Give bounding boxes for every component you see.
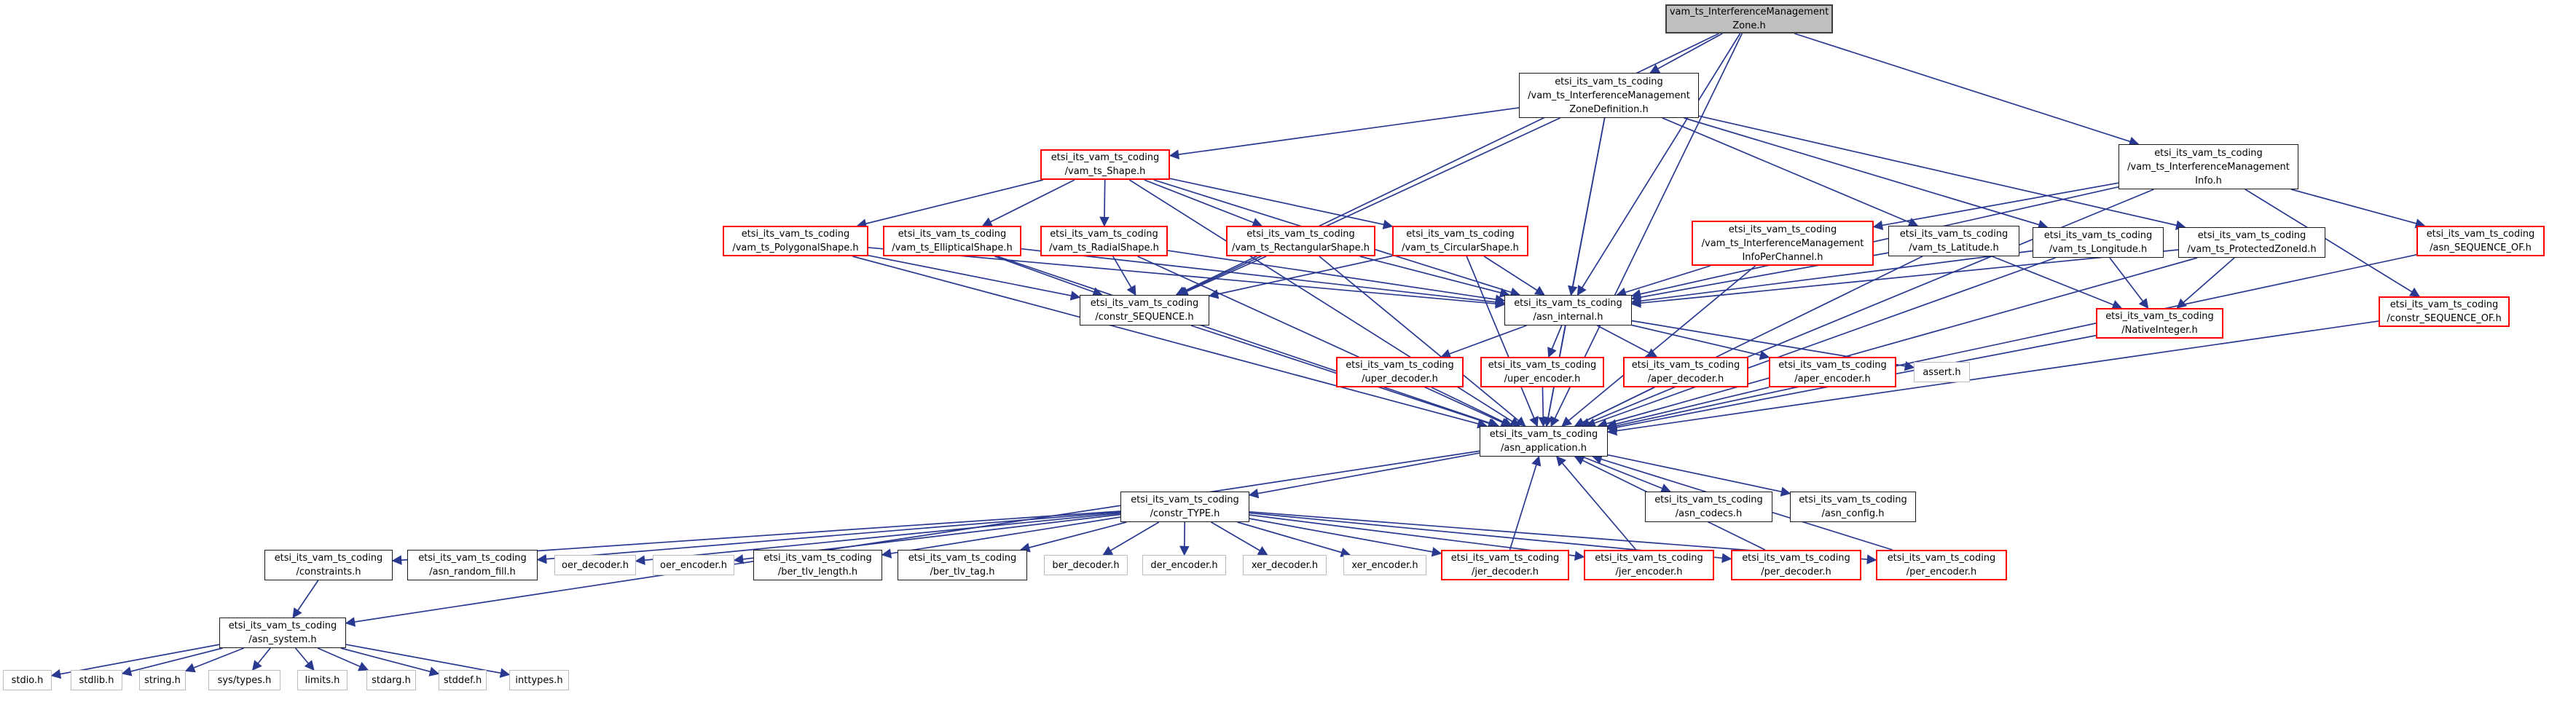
node-label-line: /ber_tlv_tag.h [930,567,995,577]
node-asnconfig[interactable] [1790,492,1916,522]
node-label-line: /ber_tlv_length.h [777,567,858,577]
node-asninternal[interactable] [1504,295,1632,326]
edge-asnsystem-to-string [186,648,244,671]
node-label-line: etsi_its_vam_ts_coding [1887,553,1996,564]
node-label-line: oer_decoder.h [562,559,629,571]
node-asnseqof[interactable] [2416,226,2545,256]
node-label-line: /vam_ts_InterferenceManagement [2127,161,2290,173]
node-inttypes [509,670,569,690]
edge-asnapp-to-asnsystem [346,451,1480,623]
node-stdarg [366,670,416,690]
node-label-line: /per_decoder.h [1761,567,1831,577]
node-label-line: /vam_ts_InterferenceManagement [1528,90,1690,101]
edge-protectedzoneid-to-nativeinteger [2177,258,2234,308]
node-bertlvlen[interactable] [753,550,882,580]
node-label-line: limits.h [305,674,340,686]
node-protectedzoneid[interactable] [2178,227,2325,258]
node-label-line: /vam_ts_InterferenceManagement [1701,237,1864,249]
node-jerdec[interactable] [1441,550,1569,580]
node-label-line: /constr_SEQUENCE_OF.h [2387,313,2502,324]
edge-constraints-to-asnsystem [293,580,318,618]
node-label-line: etsi_its_vam_ts_coding [228,620,337,631]
node-string [139,670,186,690]
node-label-line: ber_decoder.h [1052,559,1120,571]
node-label-line: etsi_its_vam_ts_coding [1450,553,1560,564]
node-imperchannel[interactable] [1692,221,1874,266]
node-label-line: etsi_its_vam_ts_coding [1050,229,1158,240]
node-label-line: assert.h [1923,366,1961,378]
node-label-line: string.h [144,674,181,686]
node-systypes [208,670,280,690]
node-label-line: stddef.h [443,674,482,686]
node-label-line: etsi_its_vam_ts_coding [418,553,527,564]
edge-zonedef-to-latitude [1662,118,1917,226]
node-label-line: etsi_its_vam_ts_coding [1489,429,1598,440]
node-label-line: etsi_its_vam_ts_coding [1246,229,1355,240]
edge-asnsystem-to-limits [296,648,314,670]
node-asncodecs[interactable] [1645,492,1772,522]
node-aperenc[interactable] [1769,357,1896,387]
edge-asnapp-to-asnconfig [1608,455,1790,494]
node-label-line: vam_ts_InterferenceManagement [1669,7,1829,17]
node-label-line: etsi_its_vam_ts_coding [1654,494,1763,505]
edge-radial-to-asnapp [1138,256,1510,426]
node-longitude[interactable] [2033,227,2164,258]
edge-iminfo-to-imperchannel [1874,183,2118,226]
node-label-line: /asn_SEQUENCE_OF.h [2430,242,2532,253]
node-label-line: etsi_its_vam_ts_coding [1514,298,1622,309]
node-label-line: etsi_its_vam_ts_coding [1406,229,1515,240]
node-label-line: etsi_its_vam_ts_coding [908,553,1017,564]
edge-shape-to-rectangular [1144,180,1262,226]
node-xerenc [1343,555,1426,575]
node-label-line: /vam_ts_ProtectedZoneId.h [2187,244,2317,255]
node-rectangular[interactable] [1226,226,1375,256]
node-label-line: etsi_its_vam_ts_coding [898,229,1007,240]
node-label-line: /aper_decoder.h [1647,374,1724,384]
node-label-line: der_encoder.h [1150,559,1218,571]
node-uperdec[interactable] [1336,357,1464,387]
node-label-line: etsi_its_vam_ts_coding [741,229,850,240]
node-label-line: xer_encoder.h [1351,559,1418,571]
edge-circular-to-asninternal [1484,256,1544,295]
edge-latitude-to-nativeinteger [1992,256,2122,308]
edge-asninternal-to-aperdec [1597,326,1657,357]
edge-constrtype-to-bertlvtag [1021,522,1126,550]
node-limits [297,670,347,690]
edge-asnapp-to-asncodecs [1582,457,1670,492]
node-label-line: /vam_ts_Longitude.h [2049,244,2148,255]
node-label-line: /vam_ts_RectangularShape.h [1232,242,1370,253]
edge-polygonal-to-asnapp [852,256,1486,426]
edge-zone-to-iminfo [1794,33,2138,144]
node-label-line: etsi_its_vam_ts_coding [763,553,872,564]
node-label-line: /asn_codecs.h [1675,508,1743,519]
node-constraints[interactable] [264,550,393,580]
node-randomfill[interactable] [407,550,538,580]
edge-asnsystem-to-stdarg [318,648,368,670]
node-polygonal[interactable] [723,226,868,256]
edge-shape-to-elliptical [983,180,1075,226]
node-label-line: /per_encoder.h [1906,567,1977,577]
edge-circular-to-constrseq [1209,256,1392,296]
node-label-line: etsi_its_vam_ts_coding [274,553,383,564]
node-circular[interactable] [1392,226,1528,256]
edge-radial-to-constrseq [1113,256,1136,295]
edge-longitude-to-nativeinteger [2110,258,2148,308]
edge-zone-to-zonedef [1650,33,1722,73]
node-label-line: /jer_encoder.h [1615,567,1683,577]
node-stdlib [71,670,122,690]
edge-elliptical-to-constrseq [994,256,1102,295]
node-label-line: etsi_its_vam_ts_coding [1090,298,1199,309]
node-label-line: etsi_its_vam_ts_coding [1799,494,1907,505]
node-label-line: /constraints.h [296,567,361,577]
node-constrseqof[interactable] [2379,296,2510,327]
node-shape[interactable] [1040,149,1170,180]
edge-zonedef-to-longitude [1684,118,2048,227]
node-label-line: etsi_its_vam_ts_coding [1131,494,1239,505]
edge-asnsystem-to-systypes [253,648,270,670]
edge-uperenc-to-asnapp [1542,387,1543,426]
node-label-line: etsi_its_vam_ts_coding [1488,360,1597,371]
node-label-line: /asn_internal.h [1533,312,1603,323]
edge-constrtype-to-berdec [1103,522,1159,555]
node-bertlvtag[interactable] [898,550,1027,580]
node-asnapp[interactable] [1480,426,1608,457]
node-label-line: /vam_ts_PolygonalShape.h [732,242,859,253]
node-label-line: /vam_ts_EllipticalShape.h [892,242,1013,253]
node-label-line: /uper_decoder.h [1362,374,1438,384]
node-label-line: /vam_ts_Latitude.h [1909,242,1999,253]
edge-circular-to-asnapp [1466,256,1537,426]
edge-asnseqof-to-asnapp [1608,255,2416,427]
node-label-line: /aper_encoder.h [1794,374,1871,384]
node-perdec[interactable] [1731,550,1861,580]
node-derenc [1142,555,1226,575]
node-latitude[interactable] [1888,226,2019,256]
node-label-line: /asn_config.h [1821,508,1885,519]
node-label-line: /asn_system.h [248,634,317,645]
edge-zonedef-to-protectedzoneid [1699,116,2185,227]
node-label-line: xer_decoder.h [1251,559,1319,571]
edge-imperchannel-to-asninternal [1617,266,1711,295]
node-label-line: etsi_its_vam_ts_coding [1631,360,1740,371]
node-label-line: /constr_SEQUENCE.h [1095,312,1194,323]
node-label-line: oer_encoder.h [660,559,727,571]
edge-polygonal-to-constrseq [868,256,1080,298]
node-label-line: etsi_its_vam_ts_coding [1346,360,1454,371]
edge-jerdec-to-asnapp [1510,457,1539,550]
node-label-line: Info.h [2195,175,2222,186]
node-label-line: /asn_random_fill.h [429,567,516,577]
node-iminfo[interactable] [2118,144,2298,189]
node-stdio [3,670,52,690]
node-label-line: /uper_encoder.h [1504,374,1581,384]
node-asnsystem[interactable] [219,618,346,648]
node-constrtype[interactable] [1120,492,1249,522]
node-label-line: inttypes.h [515,674,563,686]
node-label-line: etsi_its_vam_ts_coding [1595,553,1703,564]
node-label-line: sys/types.h [217,674,272,686]
node-label-line: stdlib.h [79,674,114,686]
node-constrseq[interactable] [1080,295,1209,326]
node-label-line: /NativeInteger.h [2121,325,2198,336]
node-berdec [1044,555,1128,575]
node-label-line: etsi_its_vam_ts_coding [1728,224,1837,235]
edge-shape-to-radial [1104,180,1105,226]
edge-zonedef-to-shape [1170,108,1519,156]
node-label-line: /vam_ts_RadialShape.h [1049,242,1159,253]
edge-shape-to-polygonal [857,180,1043,226]
node-label-line: etsi_its_vam_ts_coding [1051,152,1160,163]
node-oerenc [653,555,734,575]
node-nativeinteger[interactable] [2096,308,2223,339]
edge-asnapp-to-constrtype [1249,453,1480,495]
node-label-line: ZoneDefinition.h [1569,103,1649,115]
node-label-line: etsi_its_vam_ts_coding [1555,76,1663,87]
node-stddef [439,670,487,690]
node-xerdec [1243,555,1327,575]
node-asserth [1914,362,1970,382]
node-label-line: etsi_its_vam_ts_coding [2043,230,2153,241]
node-label-line: etsi_its_vam_ts_coding [1742,553,1850,564]
node-radial[interactable] [1040,226,1168,256]
edge-constrtype-to-xerdec [1211,522,1267,555]
edge-iminfo-to-asnseqof [2291,189,2424,226]
node-oerdec [554,555,636,575]
node-zone [1665,4,1833,33]
node-label-line: etsi_its_vam_ts_coding [1778,360,1887,371]
edge-asninternal-to-uperdec [1442,326,1527,357]
node-aperdec[interactable] [1623,357,1748,387]
node-elliptical[interactable] [883,226,1021,256]
node-label-line: /jer_decoder.h [1472,567,1539,577]
node-label-line: /asn_application.h [1501,443,1587,454]
edge-uperdec-to-asnapp [1432,387,1512,426]
node-label-line: InfoPerChannel.h [1742,251,1823,263]
node-zonedef[interactable] [1519,73,1699,118]
node-label-line: etsi_its_vam_ts_coding [2197,230,2306,241]
edge-rectangular-to-constrseq [1179,256,1266,295]
node-label-line: Zone.h [1732,20,1766,31]
node-label-line: stdio.h [11,674,44,686]
node-perenc[interactable] [1876,550,2007,580]
node-label-line: etsi_its_vam_ts_coding [1899,229,2008,240]
node-label-line: etsi_its_vam_ts_coding [2390,299,2499,310]
node-label-line: etsi_its_vam_ts_coding [2154,147,2263,159]
node-label-line: etsi_its_vam_ts_coding [2105,311,2214,322]
node-jerenc[interactable] [1584,550,1714,580]
node-uperenc[interactable] [1480,357,1604,387]
node-label-line: /vam_ts_CircularShape.h [1402,242,1519,253]
node-label-line: /vam_ts_Shape.h [1064,166,1146,177]
node-label-line: stdarg.h [372,674,411,686]
node-label-line: /constr_TYPE.h [1150,508,1220,519]
node-label-line: etsi_its_vam_ts_coding [2426,229,2535,240]
